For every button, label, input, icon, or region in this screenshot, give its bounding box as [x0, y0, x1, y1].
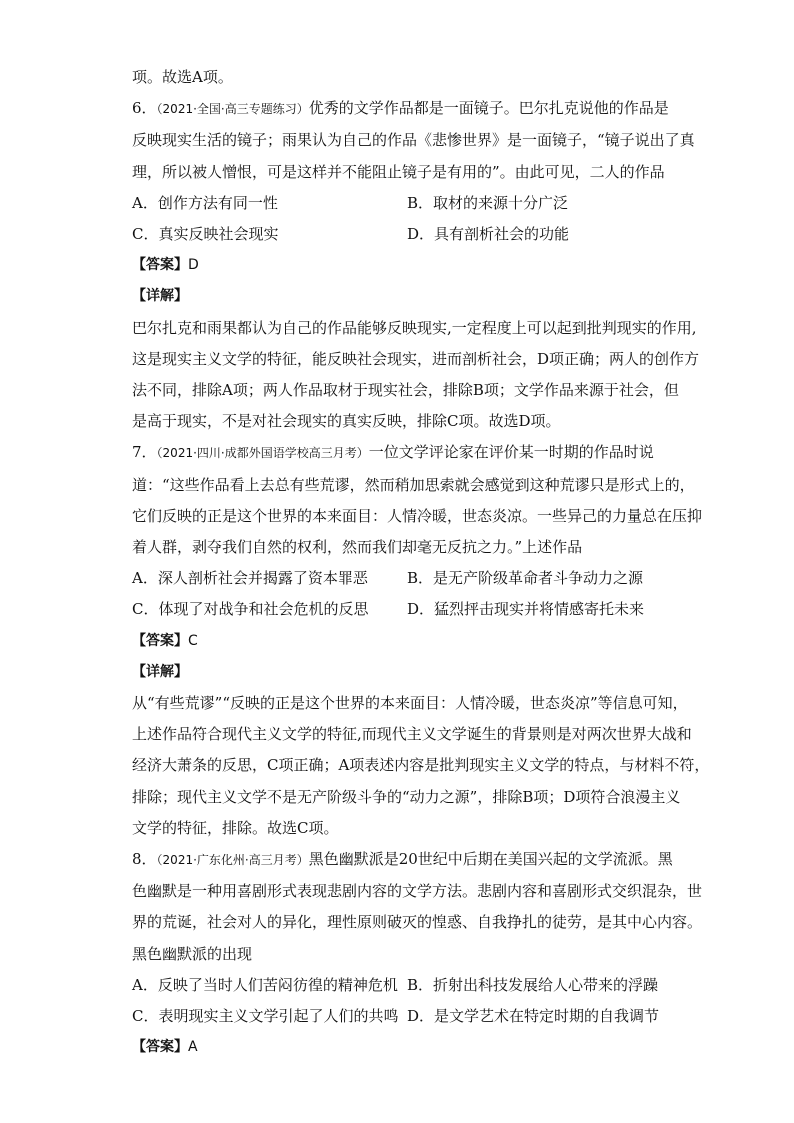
question-8-stem-line-4: 黑色幽默派的出现	[132, 944, 253, 963]
detail-label: 【详解】	[132, 663, 188, 680]
option-b: B．取材的来源十分广泛	[407, 193, 569, 212]
detail-line: 巴尔扎克和雨果都认为自己的作品能够反映现实,一定程度上可以起到批判现实的作用,	[132, 318, 697, 337]
options-row-cd	[132, 1001, 672, 1032]
detail-line: 上述作品符合现代主义文学的特征,而现代主义文学诞生的背景则是对两次世界大战和	[132, 725, 692, 744]
question-number: 7．	[132, 443, 157, 462]
detail-label: 【详解】	[132, 288, 188, 305]
question-number: 8．	[132, 850, 157, 869]
answer-line	[132, 250, 672, 281]
answer-value: C	[188, 632, 198, 649]
detail-line: 法不同，排除A项；两人作品取材于现实社会，排除B项；文学作品来源于社会，但	[132, 381, 679, 400]
answer-value: A	[188, 1039, 198, 1056]
option-a: A．深人剖析社会并揭露了资本罪恶	[132, 569, 368, 588]
question-6-stem-line-2: 反映现实生活的镜子；雨果认为自己的作品《悲惨世界》是一面镜子，“镜子说出了真	[132, 131, 695, 150]
option-a: A．反映了当时人们苦闷彷徨的精神危机	[132, 975, 398, 994]
answer-line	[132, 1032, 672, 1063]
answer-label: 【答案】	[132, 257, 188, 274]
options-row-ab	[132, 970, 672, 1001]
options-row-cd	[132, 219, 672, 250]
question-7	[132, 437, 710, 844]
detail-line: 经济大萧条的反思，C项正确；A项表述内容是批判现实主义文学的特点，与材料不符，	[132, 756, 710, 775]
question-8	[132, 844, 703, 1063]
option-b: B．折射出科技发展给人心带来的浮躁	[407, 975, 659, 994]
question-6-stem-line-1	[132, 93, 672, 125]
option-d: D．是文学艺术在特定时期的自我调节	[407, 1007, 660, 1026]
question-7-stem-line-2: 道：“这些作品看上去总有些荒谬，然而稍加思索就会感觉到这种荒谬只是形式上的，	[132, 475, 695, 494]
detail-line: 从“有些荒谬”“反映的正是这个世界的本来面目：人情冷暖，世态炎凉”等信息可知，	[132, 694, 688, 713]
question-8-stem-line-1	[132, 844, 672, 876]
detail-line: 排除；现代主义文学不是无产阶级斗争的“动力之源”，排除B项；D项符合浪漫主义	[132, 787, 681, 806]
question-number: 6．	[132, 99, 157, 118]
question-7-stem-line-4: 着人群，剥夺我们自然的权利，然而我们却毫无反抗之力。”上述作品	[132, 538, 583, 557]
question-stem-text: 优秀的文学作品都是一面镜子。巴尔扎克说他的作品是	[308, 99, 669, 118]
detail-line: 是高于现实，不是对社会现实的真实反映，排除C项。故选D项。	[132, 412, 561, 431]
options-row-ab	[132, 563, 672, 594]
option-b: B．是无产阶级革命者斗争动力之源	[407, 569, 644, 588]
answer-label: 【答案】	[132, 632, 188, 649]
question-stem-text: 黑色幽默派是20世纪中后期在美国兴起的文学流派。黑	[308, 850, 673, 869]
answer-line	[132, 626, 672, 657]
answer-value: D	[188, 257, 199, 274]
question-7-stem-line-1	[132, 437, 672, 469]
option-c: C．表明现实主义文学引起了人们的共鸣	[132, 1007, 399, 1026]
options-row-ab	[132, 188, 672, 219]
question-7-stem-line-3: 它们反映的正是这个世界的本来面目：人情冷暖，世态炎凉。一些异己的力量总在压抑	[132, 506, 703, 525]
question-6	[132, 93, 700, 437]
detail-line: 文学的特征，排除。故选C项。	[132, 818, 339, 837]
option-c: C．体现了对战争和社会危机的反思	[132, 600, 369, 619]
question-8-stem-line-3: 界的荒诞，社会对人的异化，理性原则破灭的惶惑、自我挣扎的徒劳，是其中心内容。	[132, 913, 703, 932]
previous-answer-tail: 项。故选A项。	[132, 68, 233, 86]
option-d: D．具有剖析社会的功能	[407, 225, 570, 244]
question-8-stem-line-2: 色幽默是一种用喜剧形式表现悲剧内容的文学方法。悲剧内容和喜剧形式交织混杂，世	[132, 882, 703, 901]
question-stem-text: 一位文学评论家在评价某一时期的作品时说	[368, 443, 654, 462]
page-content	[132, 62, 710, 1064]
option-d: D．猛烈抨击现实并将情感寄托未来	[407, 600, 645, 619]
answer-label: 【答案】	[132, 1039, 188, 1056]
question-source: （2021·四川·成都外国语学校高三月考）	[156, 446, 369, 461]
options-row-cd	[132, 594, 672, 625]
option-a: A．创作方法有同一性	[132, 193, 278, 212]
question-source: （2021·广东化州·高三月考）	[156, 853, 309, 868]
question-source: （2021·全国·高三专题练习）	[156, 102, 309, 117]
question-6-stem-line-3: 理，所以被人憎恨，可是这样并不能阻止镜子是有用的”。由此可见，二人的作品	[132, 162, 665, 181]
option-c: C．真实反映社会现实	[132, 225, 279, 244]
detail-line: 这是现实主义文学的特征，能反映社会现实，进而剖析社会，D项正确；两人的创作方	[132, 349, 700, 368]
